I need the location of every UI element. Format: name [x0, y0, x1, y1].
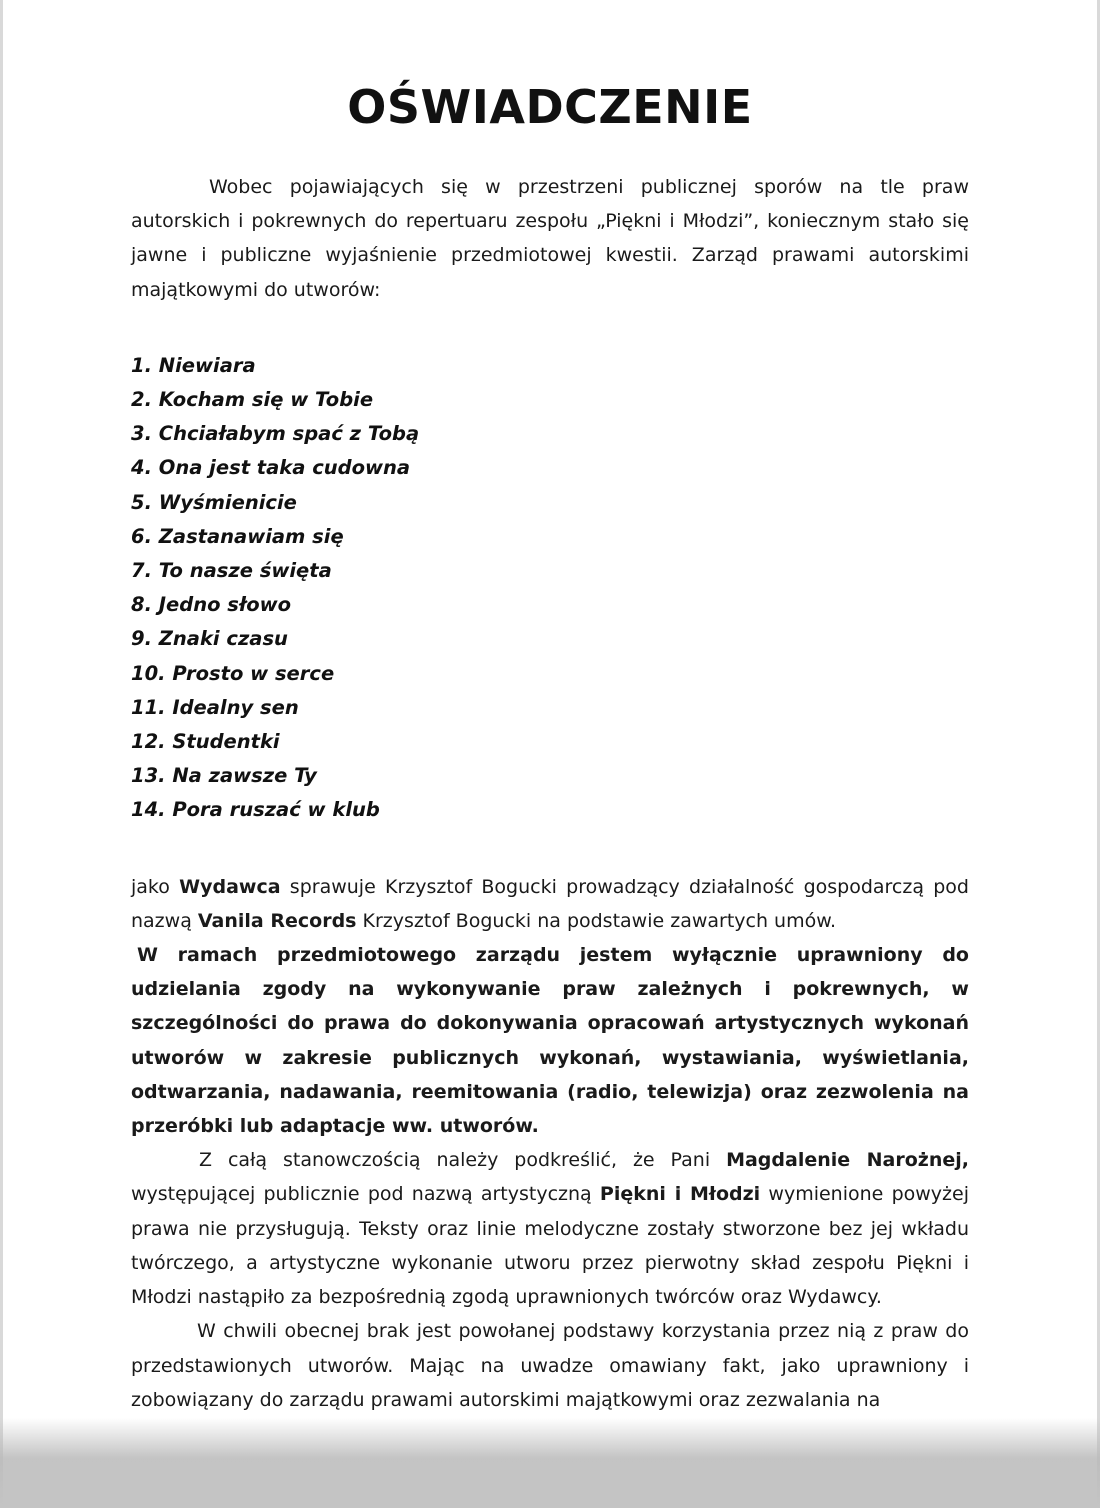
intro-paragraph: Wobec pojawiających się w przestrzeni publicznej sporów na tle praw autorskich i pokrewnych do repertuaru zespołu „Piękni i Młodzi”, koniecznym stało się jawne i publiczne wyjaśnienie przedmiotowej kwestii. Zarząd prawami autorskimi majątkowymi do utworów: [131, 176, 969, 301]
document-body [131, 72, 969, 1417]
narozna-paragraph [131, 1143, 969, 1314]
publisher-text-1: jako [131, 875, 180, 898]
list-item: 6. Zastanawiam się [131, 524, 344, 548]
rights-paragraph: W ramach przedmiotowego zarządu jestem wyłącznie uprawniony do udzielania zgody na wykonywanie praw zależnych i pokrewnych, w szczególności do prawa do dokonywania opracowań artystycznych wykonań utworów w zakresie publicznych wykonań, wystawiania, wyświetlania, odtwarzania, nadawania, reemitowania (radio, telewizja) oraz zezwolenia na przeróbki lub adaptacje ww. utworów. [131, 944, 969, 1138]
bottom-fade-overlay [0, 1418, 1100, 1508]
narozna-text-1: Z całą stanowczością należy podkreślić, że Pani [199, 1149, 727, 1172]
list-item: 3. Chciałabym spać z Tobą [131, 422, 420, 446]
list-item: 2. Kocham się w Tobie [131, 388, 374, 412]
left-page-edge [0, 0, 3, 1508]
list-item: 9. Znaki czasu [131, 627, 288, 651]
publisher-text-2: sprawuje Krzysztof Bogucki prowadzący działalność gospodarczą pod nazwą [131, 875, 969, 932]
list-item: 10. Prosto w serce [131, 661, 335, 685]
list-item: 14. Pora ruszać w klub [131, 798, 380, 822]
list-item: 12. Studentki [131, 730, 280, 754]
document-title: OŚWIADCZENIE [347, 80, 753, 134]
list-item: 13. Na zawsze Ty [131, 764, 317, 788]
publisher-role: Wydawca [179, 875, 281, 898]
publisher-text-3: Krzysztof Bogucki na podstawie zawartych umów. [356, 909, 837, 932]
publisher-paragraph [131, 870, 969, 938]
list-item: 11. Idealny sen [131, 695, 299, 719]
list-item: 5. Wyśmienicie [131, 490, 297, 514]
narozna-text-3: wymienione powyżej prawa nie przysługują. Teksty oraz linie melodyczne zostały stworzone bez jej wkładu twórczego, a artystyczne wykonanie utworu przez pierwotny skład zespołu Piękni i Młodzi nastąpiło za bezpośrednią zgodą uprawnionych twórców oraz Wydawcy. [131, 1183, 969, 1309]
list-item: 7. To nasze święta [131, 559, 332, 583]
list-item: 8. Jedno słowo [131, 593, 291, 617]
closing-paragraph: W chwili obecnej brak jest powołanej podstawy korzystania przez nią z praw do przedstawionych utworów. Mając na uwadze omawiany fakt, jako uprawniony i zobowiązany do zarządu prawami autorskimi majątkowymi oraz zezwalania na [131, 1320, 969, 1411]
narozna-name: Magdalenie Narożnej, [726, 1149, 969, 1172]
narozna-band-name: Piękni i Młodzi [599, 1183, 761, 1206]
list-item: 4. Ona jest taka cudowna [131, 456, 411, 480]
works-list [131, 349, 969, 828]
publisher-company: Vanila Records [197, 909, 357, 932]
list-item: 1. Niewiara [131, 353, 256, 377]
narozna-text-2: występującej publicznie pod nazwą artystyczną [131, 1183, 600, 1206]
